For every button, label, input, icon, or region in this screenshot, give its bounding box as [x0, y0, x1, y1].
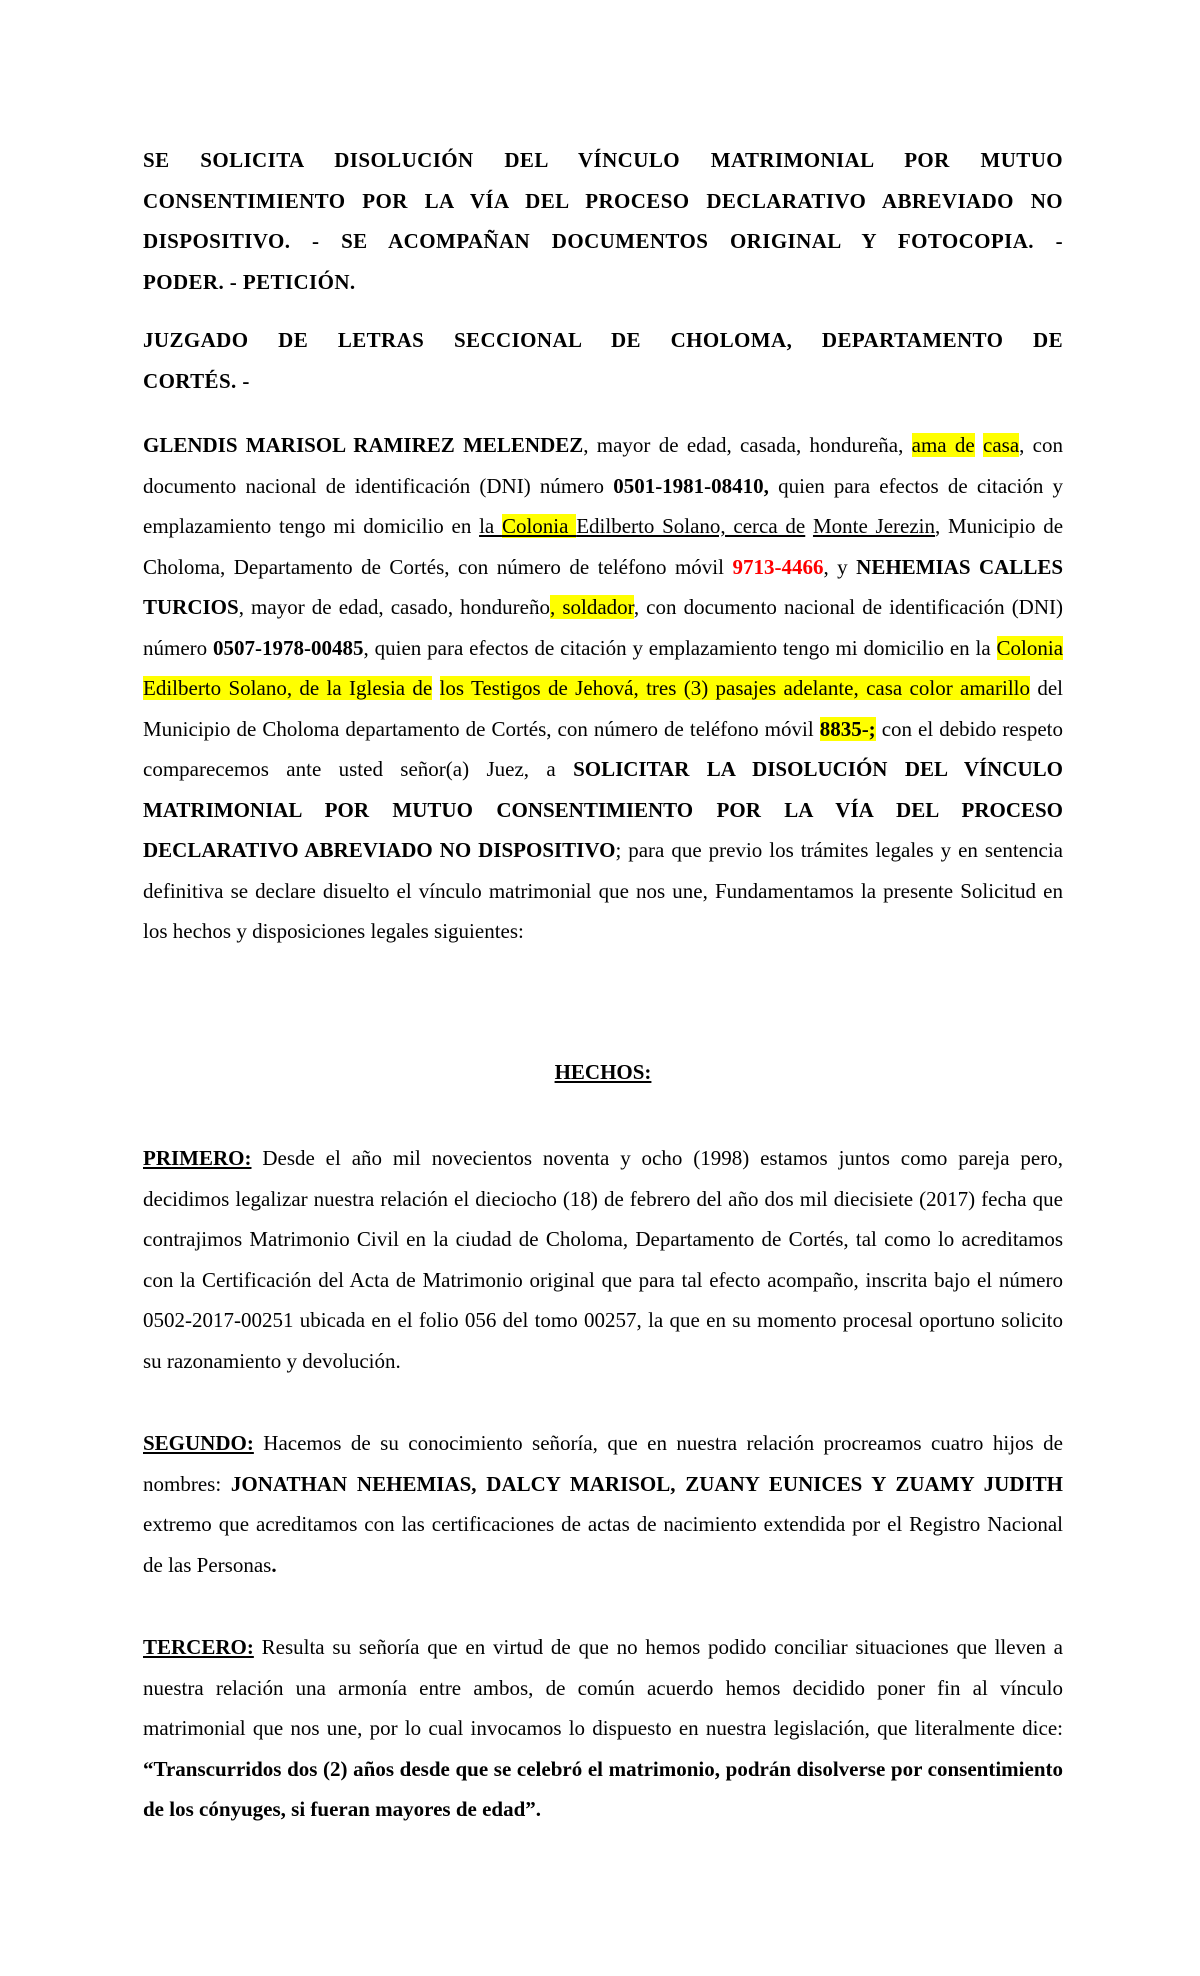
segundo-text: extremo que acreditamos con las certificaciones de actas de nacimiento extendida por el Registro Nacional de las Personas — [143, 1512, 1063, 1577]
highlight-address-2a: Colonia Edilberto Solano, de la Iglesia de — [143, 635, 1064, 700]
text-run: , Municipio de Choloma, Departamento de Cortés, con número de teléfono móvil — [143, 514, 1064, 579]
legal-quote: “Transcurridos dos (2) años desde que se celebró el matrimonio, podrán disolverse por consentimiento de los cónyuges, si fueran mayores de edad”. — [143, 1756, 1063, 1821]
title-line: CONSENTIMIENTO POR LA VÍA DEL PROCESO DECLARATIVO ABREVIADO NO — [143, 188, 1063, 213]
petitioner-2-name: NEHEMIAS CALLES TURCIOS — [143, 554, 1064, 619]
title-line: PODER. - PETICIÓN. — [143, 269, 356, 294]
text-run: , con documento nacional de identificación (DNI) número — [143, 595, 1063, 660]
text-run: , mayor de edad, casado, hondureño — [238, 595, 550, 619]
text-run: , quien para efectos de citación y emplazamiento tengo mi domicilio en la — [363, 635, 997, 660]
text-run: con el debido respeto comparecemos ante usted señor(a) Juez, a — [143, 716, 1063, 781]
court-heading — [143, 320, 1063, 401]
hecho-primero — [143, 1138, 1063, 1381]
segundo-label: SEGUNDO: — [143, 1431, 254, 1455]
document-title — [143, 140, 1063, 302]
title-line: SE SOLICITA DISOLUCIÓN DEL VÍNCULO MATRIMONIAL POR MUTUO — [143, 148, 1063, 172]
tercero-text: Resulta su señoría que en virtud de que no hemos podido conciliar situaciones que lleven a nuestra relación una armonía entre ambos, de común acuerdo hemos decidido poner fin al vínculo matrimonial que nos une, por lo cual invocamos lo dispuesto en nuestra legislación, que literalmente dice: — [143, 1635, 1063, 1740]
address-1-colonia: Colonia — [501, 514, 577, 538]
address-1-part-a: la — [479, 514, 502, 538]
address-1-part-c: Monte Jerezin — [812, 514, 935, 538]
petitioner-2-phone: 8835-; — [819, 716, 876, 741]
title-line: DISPOSITIVO. - SE ACOMPAÑAN DOCUMENTOS ORIGINAL Y FOTOCOPIA. - — [143, 229, 1063, 253]
text-run: ; para que previo los trámites legales y en sentencia definitiva se declare disuelto el vínculo matrimonial que nos une, Fundamentamos la presente Solicitud en los hechos y disposiciones legales siguientes: — [143, 838, 1063, 943]
text-run: del Municipio de Choloma departamento de Cortés, con número de teléfono móvil — [143, 676, 1064, 741]
segundo-text: Hacemos de su conocimiento señoría, que en nuestra relación procreamos cuatro hijos de nombres: — [143, 1431, 1063, 1496]
court-line: JUZGADO DE LETRAS SECCIONAL DE CHOLOMA, DEPARTAMENTO DE — [143, 328, 1063, 352]
petitioners-paragraph — [143, 425, 1063, 952]
text-run: , mayor de edad, casada, hondureña, — [583, 433, 912, 457]
children-names: JONATHAN NEHEMIAS, DALCY MARISOL, ZUANY EUNICES Y ZUAMY JUDITH — [230, 1471, 1063, 1496]
highlight-occupation-2: , soldador — [550, 595, 634, 619]
primero-label: PRIMERO: — [143, 1146, 252, 1170]
hecho-tercero — [143, 1627, 1063, 1830]
text-run: quien para efectos de citación y emplazamiento tengo mi domicilio en — [143, 473, 1063, 538]
highlight-address-2b: los Testigos de Jehová, tres (3) pasajes adelante, casa color amarillo — [439, 676, 1031, 700]
court-line: CORTÉS. - — [143, 368, 250, 393]
address-1-part-b: Edilberto Solano, cerca de — [576, 514, 806, 538]
petitioner-1-phone: 9713-4466 — [732, 554, 824, 579]
petitioner-1-name: GLENDIS MARISOL RAMIREZ MELENDEZ — [143, 433, 584, 457]
hecho-segundo — [143, 1423, 1063, 1585]
segundo-end: . — [271, 1552, 277, 1577]
highlight-occupation-1a: ama de — [911, 433, 975, 457]
tercero-label: TERCERO: — [143, 1635, 254, 1659]
primero-text: Desde el año mil novecientos noventa y ocho (1998) estamos juntos como pareja pero, decidimos legalizar nuestra relación el dieciocho (18) de febrero del año dos mil diecisiete (2017) fecha que contrajimos Matrimonio Civil en la ciudad de Choloma, Departamento de Cortés, tal como lo acreditamos con la Certificación del Acta de Matrimonio original que para tal efecto acompaño, inscrita bajo el número 0502-2017-00251 ubicada en el folio 056 del tomo 00257, la que en su momento procesal oportuno solicito su razonamiento y devolución. — [143, 1146, 1063, 1373]
highlight-occupation-1b: casa — [983, 433, 1020, 457]
text-run: , con documento nacional de identificación (DNI) número — [143, 433, 1063, 498]
petitioner-2-dni: 0507-1978-00485 — [213, 635, 364, 660]
text-run: , y — [823, 554, 857, 579]
petitioner-1-dni: 0501-1981-08410, — [613, 473, 769, 498]
request-statement: SOLICITAR LA DISOLUCIÓN DEL VÍNCULO MATRIMONIAL POR MUTUO CONSENTIMIENTO POR LA VÍA DEL PROCESO DECLARATIVO ABREVIADO NO DISPOSITIVO — [143, 757, 1063, 862]
hechos-heading: HECHOS: — [554, 1060, 652, 1084]
